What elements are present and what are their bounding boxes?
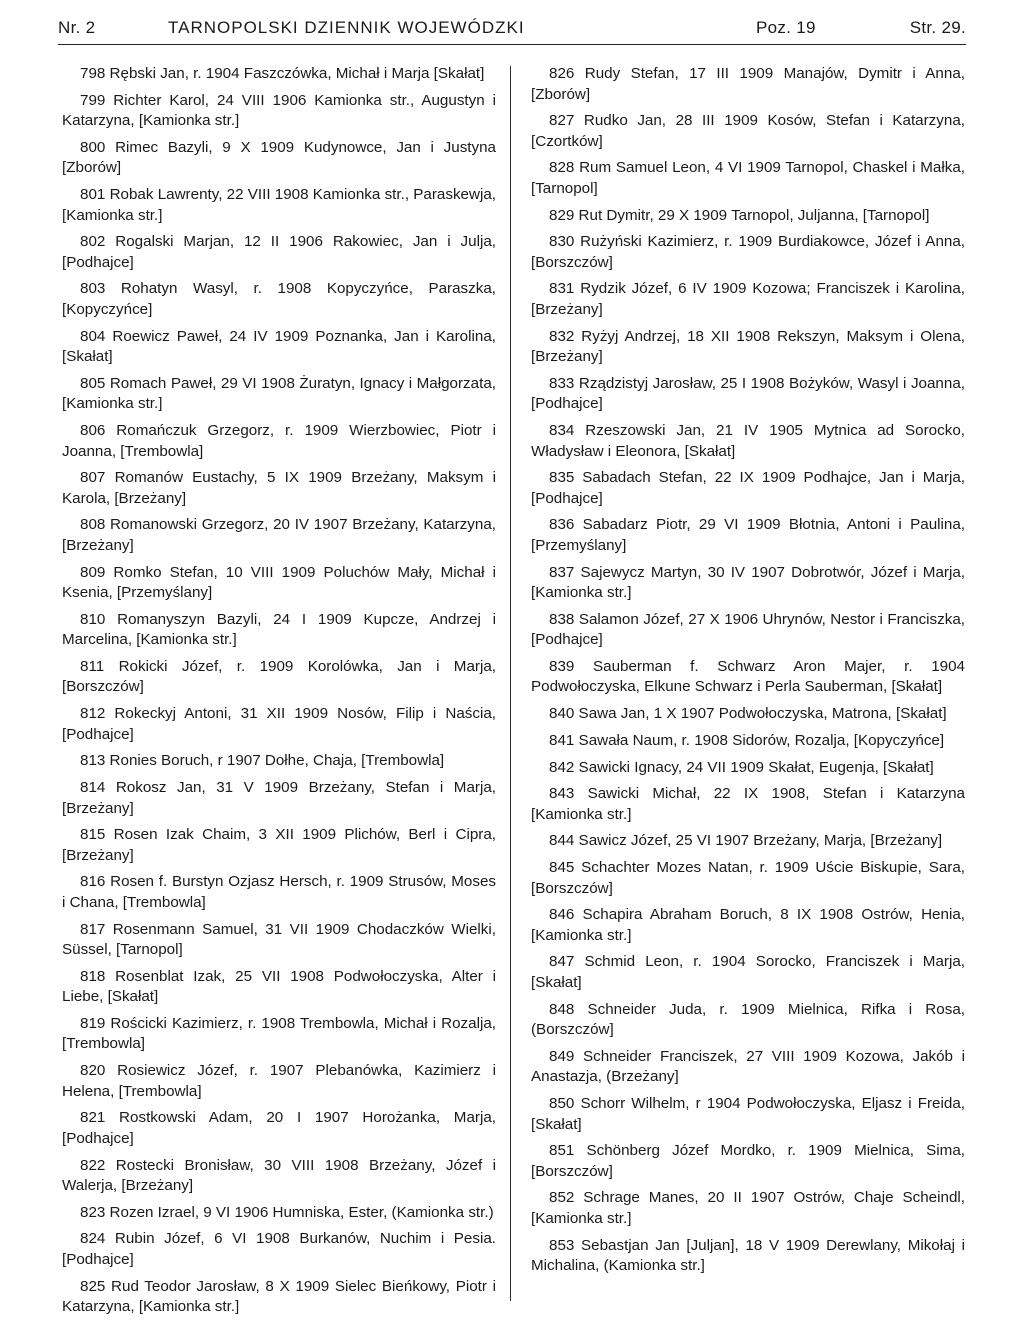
register-entry: 805 Romach Paweł, 29 VI 1908 Żuratyn, Ignacy i Małgorzata, [Kamionka str.] bbox=[62, 374, 496, 413]
right-column bbox=[531, 64, 965, 1283]
register-entry: 821 Rostkowski Adam, 20 I 1907 Horożanka, Marja, [Podhajce] bbox=[62, 1109, 496, 1147]
register-entry: 801 Robak Lawrenty, 22 VIII 1908 Kamionka str., Paraskewja, [Kamionka str.] bbox=[62, 186, 496, 224]
left-column bbox=[62, 64, 496, 1324]
register-entry: 802 Rogalski Marjan, 12 II 1906 Rakowiec, Jan i Julja, [Podhajce] bbox=[62, 233, 496, 271]
register-entry: 799 Richter Karol, 24 VIII 1906 Kamionka str., Augustyn i Katarzyna, [Kamionka str.] bbox=[62, 91, 496, 130]
register-entry: 811 Rokicki Józef, r. 1909 Korolówka, Jan i Marja, [Borszczów] bbox=[62, 657, 496, 696]
register-entry: 843 Sawicki Michał, 22 IX 1908, Stefan i Katarzyna [Kamionka str.] bbox=[531, 785, 965, 823]
journal-title: TARNOPOLSKI DZIENNIK WOJEWÓDZKI bbox=[168, 18, 525, 37]
register-entry: 810 Romanyszyn Bazyli, 24 I 1909 Kupcze, Andrzej i Marcelina, [Kamionka str.] bbox=[62, 610, 496, 649]
register-entry: 851 Schönberg Józef Mordko, r. 1909 Mielnica, Sima, [Borszczów] bbox=[531, 1142, 965, 1180]
register-entry: 848 Schneider Juda, r. 1909 Mielnica, Rifka i Rosa, (Borszczów] bbox=[531, 1000, 965, 1039]
position-number: Poz. 19 bbox=[756, 18, 816, 37]
register-entry: 823 Rozen Izrael, 9 VI 1906 Humniska, Ester, (Kamionka str.) bbox=[80, 1203, 494, 1221]
register-entry: 798 Rębski Jan, r. 1904 Faszczówka, Michał i Marja [Skałat] bbox=[80, 65, 485, 82]
register-entry: 808 Romanowski Grzegorz, 20 IV 1907 Brzeżany, Katarzyna, [Brzeżany] bbox=[62, 516, 496, 554]
register-entry: 818 Rosenblat Izak, 25 VII 1908 Podwołoczyska, Alter i Liebe, [Skałat] bbox=[62, 967, 496, 1006]
register-entry: 816 Rosen f. Burstyn Ozjasz Hersch, r. 1909 Strusów, Moses i Chana, [Trembowla] bbox=[62, 873, 496, 911]
register-entry: 804 Roewicz Paweł, 24 IV 1909 Poznanka, Jan i Karolina, [Skałat] bbox=[62, 327, 496, 366]
register-entry: 835 Sabadach Stefan, 22 IX 1909 Podhajce, Jan i Marja, [Podhajce] bbox=[531, 469, 965, 507]
register-entry: 841 Sawała Naum, r. 1908 Sidorów, Rozalja, [Kopyczyńce] bbox=[549, 731, 945, 749]
register-entry: 839 Sauberman f. Schwarz Aron Majer, r. 1904 Podwołoczyska, Elkune Schwarz i Perla Sauberman, [Skałat] bbox=[531, 657, 965, 696]
register-entry: 807 Romanów Eustachy, 5 IX 1909 Brzeżany, Maksym i Karola, [Brzeżany] bbox=[62, 469, 496, 507]
register-entry: 850 Schorr Wilhelm, r 1904 Podwołoczyska, Eljasz i Freida, [Skałat] bbox=[531, 1095, 965, 1133]
register-entry: 826 Rudy Stefan, 17 III 1909 Manajów, Dymitr i Anna, [Zborów] bbox=[531, 65, 965, 103]
register-entry: 852 Schrage Manes, 20 II 1907 Ostrów, Chaje Scheindl, [Kamionka str.] bbox=[531, 1189, 965, 1227]
register-entry: 828 Rum Samuel Leon, 4 VI 1909 Tarnopol, Chaskel i Małka, [Tarnopol] bbox=[531, 159, 965, 197]
register-entry: 830 Rużyński Kazimierz, r. 1909 Burdiakowce, Józef i Anna, [Borszczów] bbox=[531, 233, 965, 271]
register-entry: 831 Rydzik Józef, 6 IV 1909 Kozowa; Franciszek i Karolina, [Brzeżany] bbox=[531, 280, 965, 318]
register-entry: 800 Rimec Bazyli, 9 X 1909 Kudynowce, Jan i Justyna [Zborów] bbox=[62, 138, 496, 177]
register-entry: 832 Ryżyj Andrzej, 18 XII 1908 Rekszyn, Maksym i Olena,[Brzeżany] bbox=[531, 327, 965, 366]
register-entry: 829 Rut Dymitr, 29 X 1909 Tarnopol, Juljanna, [Tarnopol] bbox=[549, 206, 930, 224]
register-entry: 846 Schapira Abraham Boruch, 8 IX 1908 Ostrów, Henia, [Kamionka str.] bbox=[531, 906, 965, 944]
register-entry: 844 Sawicz Józef, 25 VI 1907 Brzeżany, Marja, [Brzeżany] bbox=[549, 832, 943, 850]
register-entry: 813 Ronies Boruch, r 1907 Dołhe, Chaja, [Trembowla] bbox=[80, 752, 445, 770]
register-entry: 834 Rzeszowski Jan, 21 IV 1905 Mytnica ad Sorocko, Władysław i Eleonora, [Skałat] bbox=[531, 422, 965, 460]
page-number: Str. 29. bbox=[909, 18, 966, 37]
register-entry: 849 Schneider Franciszek, 27 VIII 1909 Kozowa, Jakób i Anastazja, (Brzeżany] bbox=[531, 1047, 965, 1086]
issue-number: Nr. 2 bbox=[58, 18, 96, 37]
register-entry: 817 Rosenmann Samuel, 31 VII 1909 Chodaczków Wielki, Süssel, [Tarnopol] bbox=[62, 920, 496, 959]
register-entry: 842 Sawicki Ignacy, 24 VII 1909 Skałat, Eugenja, [Skałat] bbox=[549, 758, 934, 776]
register-entry: 837 Sajewycz Martyn, 30 IV 1907 Dobrotwór, Józef i Marja, [Kamionka str.] bbox=[531, 563, 965, 602]
register-entry: 822 Rostecki Bronisław, 30 VIII 1908 Brzeżany, Józef i Walerja, [Brzeżany] bbox=[62, 1156, 496, 1194]
register-entry: 814 Rokosz Jan, 31 V 1909 Brzeżany, Stefan i Marja, [Brzeżany] bbox=[62, 779, 496, 817]
column-divider bbox=[510, 66, 511, 1301]
register-entry: 853 Sebastjan Jan [Juljan], 18 V 1909 Derewlany, Mikołaj i Michalina, (Kamionka str.] bbox=[531, 1236, 965, 1275]
register-entry: 827 Rudko Jan, 28 III 1909 Kosów, Stefan i Katarzyna, [Czortków] bbox=[531, 112, 965, 150]
register-entry: 847 Schmid Leon, r. 1904 Sorocko, Franciszek i Marja, [Skałat] bbox=[531, 953, 965, 991]
register-entry: 820 Rosiewicz Józef, r. 1907 Plebanówka, Kazimierz i Helena, [Trembowla] bbox=[62, 1062, 496, 1100]
page-header bbox=[58, 18, 966, 45]
register-entry: 825 Rud Teodor Jarosław, 8 X 1909 Sielec Bieńkowy, Piotr i Katarzyna, [Kamionka str.] bbox=[62, 1277, 496, 1316]
register-entry: 806 Romańczuk Grzegorz, r. 1909 Wierzbowiec, Piotr i Joanna, [Trembowla] bbox=[62, 422, 496, 460]
register-entry: 840 Sawa Jan, 1 X 1907 Podwołoczyska, Matrona, [Skałat] bbox=[549, 705, 947, 723]
register-entry: 803 Rohatyn Wasyl, r. 1908 Kopyczyńce, Paraszka, [Kopyczyńce] bbox=[62, 280, 496, 318]
register-entry: 812 Rokeckyj Antoni, 31 XII 1909 Nosów, Filip i Naścia, [Podhajce] bbox=[62, 705, 496, 743]
register-entry: 833 Rządzistyj Jarosław, 25 I 1908 Bożyków, Wasyl i Joanna, [Podhajce] bbox=[531, 374, 965, 413]
register-entry: 819 Rościcki Kazimierz, r. 1908 Trembowla, Michał i Rozalja, [Trembowla] bbox=[62, 1014, 496, 1053]
register-entry: 809 Romko Stefan, 10 VIII 1909 Poluchów Mały, Michał i Ksenia, [Przemyślany] bbox=[62, 563, 496, 602]
register-entry: 824 Rubin Józef, 6 VI 1908 Burkanów, Nuchim i Pesia. [Podhajce] bbox=[62, 1230, 496, 1268]
register-entry: 845 Schachter Mozes Natan, r. 1909 Uście Biskupie, Sara, [Borszczów] bbox=[531, 859, 965, 897]
register-entry: 815 Rosen Izak Chaim, 3 XII 1909 Plichów, Berl i Cipra, [Brzeżany] bbox=[62, 826, 496, 864]
register-entry: 838 Salamon Józef, 27 X 1906 Uhrynów, Nestor i Franciszka, [Podhajce] bbox=[531, 610, 965, 649]
register-entry: 836 Sabadarz Piotr, 29 VI 1909 Błotnia, Antoni i Paulina, [Przemyślany] bbox=[531, 516, 965, 554]
